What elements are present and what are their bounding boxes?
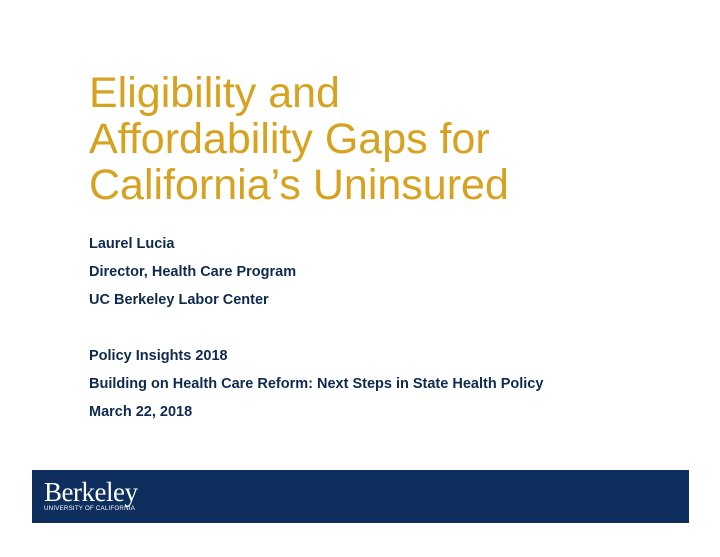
berkeley-logo bbox=[44, 478, 137, 513]
slide-title bbox=[89, 70, 689, 208]
event-date: March 22, 2018 bbox=[89, 404, 193, 420]
event-subtitle: Building on Health Care Reform: Next Steps in State Health Policy bbox=[89, 376, 544, 392]
title-line-3: California’s Uninsured bbox=[89, 161, 509, 209]
logo-wordmark: Berkeley bbox=[44, 477, 138, 507]
spacer bbox=[89, 314, 543, 342]
title-line-1: Eligibility and bbox=[89, 69, 340, 117]
presenter-role: Director, Health Care Program bbox=[89, 264, 297, 280]
presentation-info bbox=[89, 230, 543, 426]
event-name: Policy Insights 2018 bbox=[89, 348, 228, 364]
presenter-organization: UC Berkeley Labor Center bbox=[89, 292, 269, 308]
title-line-2: Affordability Gaps for bbox=[89, 115, 490, 163]
logo-subtext: UNIVERSITY OF CALIFORNIA bbox=[44, 505, 135, 512]
footer-bar bbox=[32, 470, 689, 523]
presenter-name: Laurel Lucia bbox=[89, 236, 175, 252]
